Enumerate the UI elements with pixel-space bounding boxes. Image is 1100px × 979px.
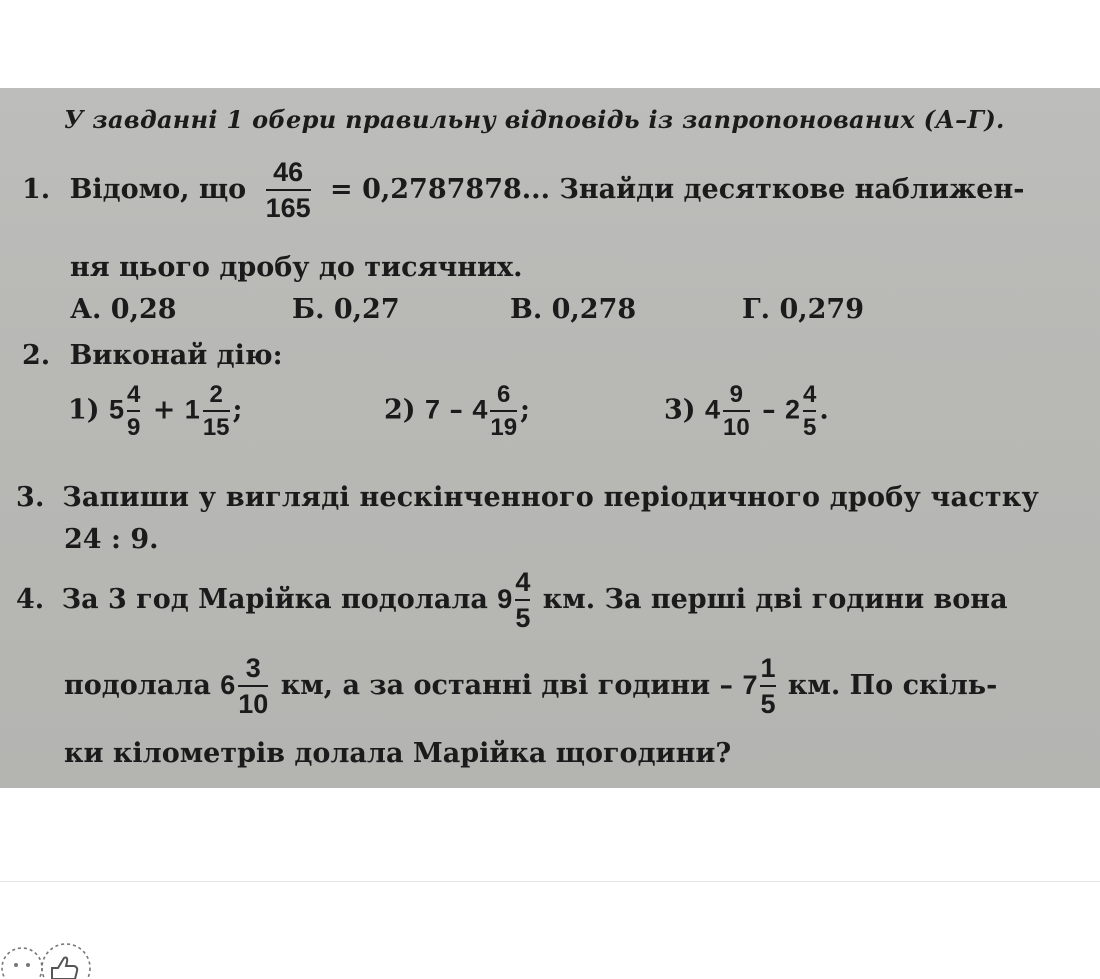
task-text: км. За перші дві години вона xyxy=(542,583,1008,615)
divider xyxy=(0,881,1100,882)
denominator: 10 xyxy=(723,414,750,442)
answer-option-c: В. 0,278 xyxy=(510,294,637,325)
whole-part: 7 xyxy=(742,669,758,700)
fraction xyxy=(723,382,750,440)
numerator: 4 xyxy=(127,381,141,408)
task-1-line-2: ня цього дробу до тисячних. xyxy=(70,252,523,283)
answer-option-d: Г. 0,279 xyxy=(742,294,864,325)
denominator: 5 xyxy=(803,414,817,442)
answer-option-a: А. 0,28 xyxy=(70,294,177,325)
fraction xyxy=(515,568,530,633)
fraction xyxy=(127,382,140,440)
task-number: 4. xyxy=(16,583,45,615)
task-4-line-2 xyxy=(64,654,997,719)
exercise-2 xyxy=(384,382,530,440)
exercise-1 xyxy=(68,382,243,440)
answer-option-b: Б. 0,27 xyxy=(292,294,400,325)
fraction-bar xyxy=(203,410,230,412)
fraction xyxy=(490,382,517,440)
denominator: 15 xyxy=(202,414,230,442)
numerator: 3 xyxy=(245,653,261,683)
whole-part: 5 xyxy=(108,394,124,425)
fraction-bar xyxy=(238,685,268,687)
denominator: 10 xyxy=(238,689,269,720)
whole-part: 6 xyxy=(220,669,236,700)
reaction-bar xyxy=(0,938,100,979)
fraction-bar xyxy=(515,599,530,601)
operator: + xyxy=(152,394,176,426)
task-number: 1. xyxy=(22,173,51,205)
fraction-bar xyxy=(760,685,775,687)
numerator: 6 xyxy=(497,381,511,408)
instructions: У завданні 1 обери правильну відповідь із запропонованих (А–Г). xyxy=(64,105,1005,134)
task-text: Виконай дію: xyxy=(69,340,283,371)
denominator: 19 xyxy=(490,414,518,442)
task-1 xyxy=(22,158,1024,223)
task-number: 3. xyxy=(16,482,45,513)
operator: – xyxy=(762,394,776,426)
numerator: 2 xyxy=(209,381,223,408)
numerator: 46 xyxy=(273,157,304,187)
numerator: 9 xyxy=(729,381,744,408)
exercise-label: 2) xyxy=(384,394,416,426)
exercise-3 xyxy=(664,382,829,440)
textbook-photo xyxy=(0,88,1100,788)
exercise-label: 1) xyxy=(68,394,100,426)
whole-part: 4 xyxy=(704,394,720,425)
fraction xyxy=(803,382,816,440)
numerator: 4 xyxy=(803,381,817,408)
exercise-label: 3) xyxy=(664,394,696,426)
fraction xyxy=(203,382,230,440)
task-text: Відомо, що xyxy=(69,173,247,205)
operator: – xyxy=(449,394,463,426)
denominator: 5 xyxy=(515,603,531,634)
fraction-bar xyxy=(127,410,140,412)
task-text: Запиши у вигляді нескінченного періодичного дробу частку xyxy=(62,482,1039,513)
whole-part: 1 xyxy=(184,394,200,425)
numerator: 4 xyxy=(515,567,531,597)
task-2 xyxy=(22,342,283,369)
task-3-line-2: 24 : 9. xyxy=(64,524,159,555)
fraction-bar xyxy=(266,189,311,191)
whole-part: 7 xyxy=(424,394,440,425)
fraction xyxy=(266,158,311,223)
numerator: 1 xyxy=(760,653,776,683)
denominator: 5 xyxy=(760,689,776,720)
denominator: 165 xyxy=(265,193,311,224)
task-text: За 3 год Марійка подолала xyxy=(61,583,488,615)
task-text: км. По скіль- xyxy=(787,669,998,701)
punctuation: ; xyxy=(520,394,531,426)
whole-part: 9 xyxy=(497,583,513,614)
punctuation: . xyxy=(819,394,829,426)
fraction-bar xyxy=(803,410,816,412)
task-number: 2. xyxy=(22,340,51,371)
denominator: 9 xyxy=(127,414,141,442)
fraction-bar xyxy=(490,410,517,412)
task-4 xyxy=(16,568,1008,633)
fraction xyxy=(238,654,268,719)
fraction xyxy=(760,654,775,719)
reaction-smile-icon[interactable] xyxy=(2,948,42,979)
task-text: подолала xyxy=(64,669,211,701)
punctuation: ; xyxy=(232,394,243,426)
task-4-line-3: ки кілометрів долала Марійка щогодини? xyxy=(64,738,732,769)
fraction-bar xyxy=(723,410,750,412)
whole-part: 2 xyxy=(785,394,801,425)
whole-part: 4 xyxy=(472,394,488,425)
task-3 xyxy=(16,484,1039,511)
task-text: = 0,2787878... Знайди десяткове наближен- xyxy=(330,173,1025,205)
task-text: км, а за останні дві години – xyxy=(280,669,734,701)
thumbs-up-icon[interactable] xyxy=(42,944,90,979)
